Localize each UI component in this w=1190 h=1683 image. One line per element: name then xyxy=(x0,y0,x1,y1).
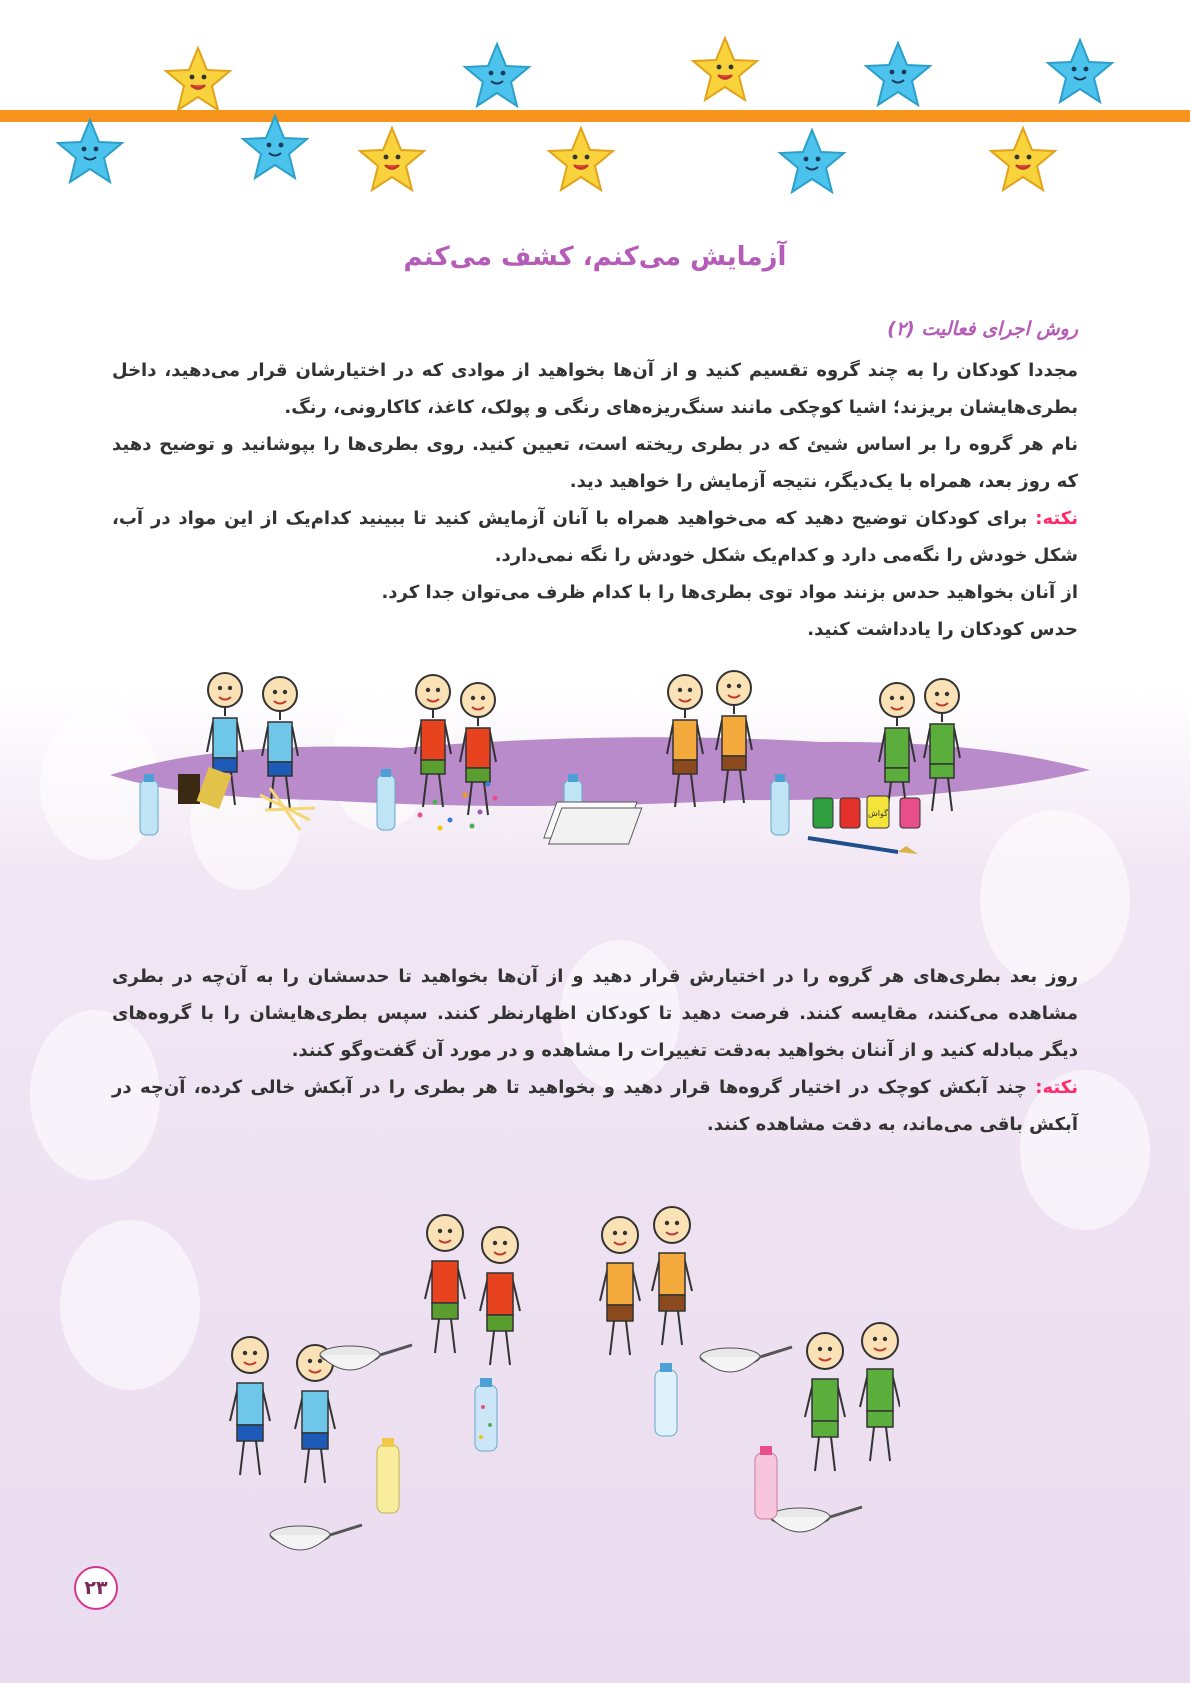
kid-blue xyxy=(295,1345,335,1483)
paragraph: روز بعد بطری‌های هر گروه را در اختیارش قرار دهید و از آن‌ها بخواهید تا حدسشان را به آن‌چه در بطری مشاهده می‌کنند، مقایسه کنند. فرصت دهید تا کودکان اظهارنظر کنند. سپس بطری‌هایشان را با گروه‌های دیگر مبادله کنید و از آننان بخواهید به‌دقت تغییرات را مشاهده و در مورد آن گفت‌وگو کنند. xyxy=(112,966,1078,1061)
star-icon xyxy=(866,43,930,105)
kid-blue xyxy=(230,1337,270,1475)
star-icon xyxy=(780,130,844,192)
bottle-yellow xyxy=(377,1438,399,1513)
kid-red xyxy=(480,1227,520,1365)
kid-green xyxy=(860,1323,900,1461)
kid-orange xyxy=(600,1217,640,1355)
paragraph: حدس کودکان را یادداشت کنید. xyxy=(807,619,1078,640)
balloon-decoration xyxy=(60,1220,200,1390)
note-label: نکته: xyxy=(1035,1077,1078,1098)
paintbrush xyxy=(808,838,918,854)
sieve xyxy=(700,1347,792,1372)
star-icon xyxy=(243,116,307,178)
star-icon xyxy=(1048,40,1112,102)
star-icon xyxy=(360,128,424,190)
instructions-block-2 xyxy=(112,958,1078,1143)
stars-header xyxy=(0,30,1190,210)
note-label: نکته: xyxy=(1035,508,1078,529)
bottle-sequins xyxy=(475,1378,497,1451)
sieve xyxy=(270,1525,362,1550)
paint-jars xyxy=(813,796,920,828)
paragraph: مجددا کودکان را به چند گروه تقسیم کنید و از آن‌ها بخواهید از موادی که در اختیارشان قرار می‌دهید، داخل بطری‌هایشان بریزند؛ اشیا کوچکی مانند سنگ‌ریزه‌های رنگی و پولک، کاغذ، کاکارونی، رنگ. xyxy=(112,360,1078,418)
instructions-block-1 xyxy=(112,352,1078,648)
star-icon xyxy=(58,120,122,182)
star-icon xyxy=(166,48,230,110)
kid-red xyxy=(425,1215,465,1353)
paint-jar-label: گواش xyxy=(868,809,888,818)
activity-subheading: روش اجرای فعالیت (۲) xyxy=(887,318,1078,340)
star-icon xyxy=(991,128,1055,190)
groups-materials-illustration xyxy=(100,670,1090,930)
bottle-pink xyxy=(755,1446,777,1519)
star-icon xyxy=(465,44,529,106)
paragraph: نام هر گروه را بر اساس شیئ که در بطری ریخته است، تعیین کنید. روی بطری‌ها را بپوشانید و توضیح دهید که روز بعد، همراه با یک‌دیگر، نتیجه آزمایش را خواهید دید. xyxy=(112,434,1078,492)
bottle xyxy=(771,774,789,835)
star-icon xyxy=(693,38,757,100)
note-text: چند آبکش کوچک در اختیار گروه‌ها قرار دهید و بخواهید تا هر بطری را در آبکش خالی کرده، آن‌چه در آبکش باقی می‌ماند، به دقت مشاهده کنند. xyxy=(112,1077,1078,1135)
sieve xyxy=(770,1507,862,1532)
note-paragraph xyxy=(112,500,1078,574)
bottle xyxy=(140,774,158,835)
paper-sheets xyxy=(544,802,642,844)
star-icon xyxy=(549,128,613,190)
note-text: برای کودکان توضیح دهید که می‌خواهید همراه با آنان آزمایش کنید تا ببینید کدام‌یک از این مواد در آب، شکل خودش را نگه‌می دارد و کدام‌یک شکل خودش را نگه نمی‌دارد. xyxy=(112,508,1078,566)
bottle-paper xyxy=(655,1363,677,1436)
page-number: ۲۳ xyxy=(74,1566,118,1610)
bottle xyxy=(377,769,395,830)
sieve xyxy=(320,1345,412,1370)
kid-orange xyxy=(652,1207,692,1345)
paragraph: از آنان بخواهید حدس بزنند مواد توی بطری‌ها را با کدام ظرف می‌توان جدا کرد. xyxy=(381,582,1078,603)
kid-green xyxy=(805,1333,845,1471)
groups-sieves-illustration xyxy=(200,1195,900,1575)
note-paragraph xyxy=(112,1069,1078,1143)
page-title: آزمایش می‌کنم، کشف می‌کنم xyxy=(403,242,787,272)
